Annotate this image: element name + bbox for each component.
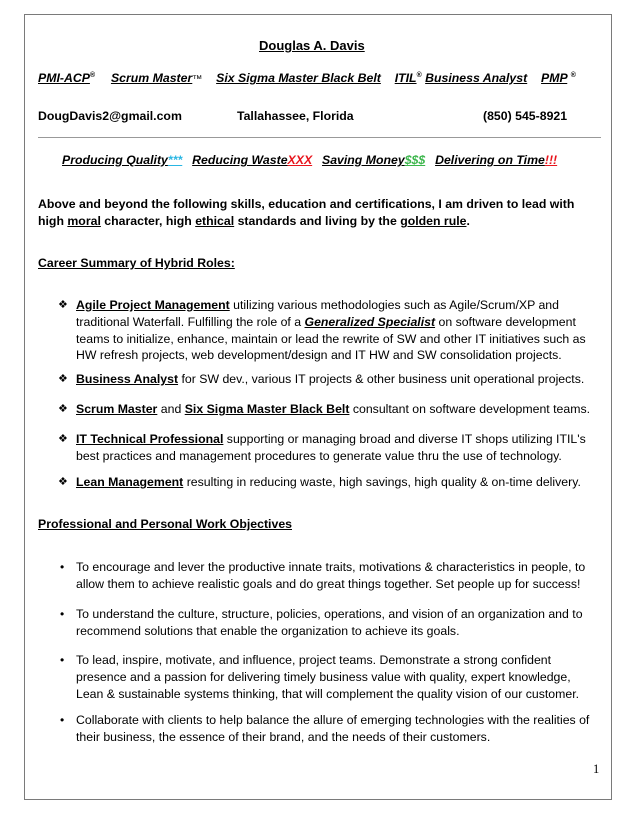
intro-text: standards and living by the [234, 214, 401, 228]
intro-text: high [38, 214, 68, 228]
objective-line: Collaborate with clients to help balance the allure of emerging technologies with the realities of [76, 713, 590, 727]
career-item-ba [76, 371, 606, 388]
intro-line-2 [38, 213, 598, 230]
intro-ethical: ethical [195, 214, 235, 228]
trademark-mark: ™ [192, 74, 203, 85]
bullet-dot-icon: • [60, 607, 65, 621]
objectives-heading: Professional and Personal Work Objectives [38, 517, 292, 531]
tagline-time-mark: !!! [544, 153, 558, 167]
cert-business-analyst: Business Analyst [425, 71, 528, 85]
cert-itil: ITIL [394, 71, 417, 85]
agile-text: on software development [435, 314, 576, 329]
intro-text: character, high [100, 214, 196, 228]
objective-line: To understand the culture, structure, policies, operations, and vision of an organization and to [76, 607, 583, 621]
phone: (850) 545-8921 [483, 109, 568, 123]
diamond-bullet-icon: ❖ [58, 299, 68, 311]
tagline-quality: Producing Quality [62, 153, 168, 167]
objective-item [76, 606, 606, 640]
registered-mark: ® [570, 72, 576, 79]
objective-line: recommend solutions that enable the organization to achieve its goals. [76, 623, 460, 638]
cert-pmi-acp: PMI-ACP [38, 71, 90, 85]
bullet-dot-icon: • [60, 713, 65, 727]
certifications-line [38, 71, 576, 85]
objective-line: Lean & sustainable systems thinking, that will complement the quality vision of our customer. [76, 686, 580, 701]
diamond-bullet-icon: ❖ [58, 403, 68, 415]
it-text: best practices and management procedures to generate value thru the use of technology. [76, 448, 562, 463]
ba-text: for SW dev., various IT projects & other business unit operational projects. [178, 372, 585, 386]
diamond-bullet-icon: ❖ [58, 373, 68, 385]
agile-text: traditional Waterfall. Fulfilling the role of a [76, 314, 305, 329]
cert-six-sigma: Six Sigma Master Black Belt [216, 71, 381, 85]
candidate-name: Douglas A. Davis [259, 38, 365, 53]
tagline-waste: Reducing Waste [192, 153, 288, 167]
objective-line: their business, the essence of their brand, and the needs of their customers. [76, 729, 491, 744]
scrum-text: and [157, 402, 185, 416]
objective-line: allow them to achieve realistic goals and do great things together. Set people up for success! [76, 576, 581, 591]
agile-text: HW refresh projects, web development/design and IT HW and SW consolidation projects. [76, 348, 562, 363]
ba-title: Business Analyst [76, 372, 179, 386]
intro-paragraph [38, 196, 598, 230]
diamond-bullet-icon: ❖ [58, 476, 68, 488]
tagline-money: Saving Money [322, 153, 405, 167]
objective-item [76, 652, 606, 702]
agile-title: Agile Project Management [76, 298, 230, 312]
diamond-bullet-icon: ❖ [58, 433, 68, 445]
registered-mark: ® [416, 72, 422, 79]
it-text: supporting or managing broad and diverse IT shops utilizing ITIL's [223, 432, 586, 446]
agile-text: teams to initialize, enhance, maintain or lead the rewrite of SW and other IT initiatives such as [76, 331, 586, 346]
career-item-scrum [76, 401, 606, 418]
tagline-time: Delivering on Time [435, 153, 545, 167]
bullet-dot-icon: • [60, 560, 65, 574]
tagline [62, 153, 557, 167]
lean-text: resulting in reducing waste, high savings, high quality & on-time delivery. [183, 475, 581, 489]
it-title: IT Technical Professional [76, 432, 224, 446]
tagline-waste-mark: XXX [287, 153, 313, 167]
generalized-specialist: Generalized Specialist [304, 314, 436, 329]
objective-item [76, 559, 606, 593]
scrum-title: Scrum Master [76, 402, 158, 416]
career-item-agile [76, 297, 606, 364]
agile-text: utilizing various methodologies such as Agile/Scrum/XP and [229, 298, 559, 312]
objective-item [76, 712, 606, 746]
objective-line: To encourage and lever the productive innate traits, motivations & characteristics in people, to [76, 560, 586, 574]
registered-mark: ® [89, 72, 96, 79]
career-summary-heading: Career Summary of Hybrid Roles: [38, 256, 235, 270]
intro-text: . [466, 214, 470, 228]
header-divider [38, 137, 601, 138]
six-sigma-title: Six Sigma Master Black Belt [184, 402, 350, 416]
bullet-dot-icon: • [60, 653, 65, 667]
objective-line: presence and a passion for delivering timely business value with quality, expert knowledge, [76, 669, 571, 684]
career-item-it [76, 431, 606, 465]
cert-pmp: PMP [541, 71, 568, 85]
tagline-money-mark: $$$ [404, 153, 426, 167]
intro-golden-rule: golden rule [400, 214, 467, 228]
cert-scrum-master: Scrum Master [110, 71, 193, 85]
tagline-quality-mark: *** [167, 153, 183, 167]
career-item-lean [76, 474, 606, 491]
lean-title: Lean Management [76, 475, 184, 489]
email: DougDavis2@gmail.com [38, 109, 182, 123]
scrum-text: consultant on software development teams. [349, 402, 591, 416]
location: Tallahassee, Florida [237, 109, 354, 123]
objective-line: To lead, inspire, motivate, and influence, project teams. Demonstrate a strong confident [76, 653, 552, 667]
intro-line-1: Above and beyond the following skills, education and certifications, I am driven to lead with [38, 197, 575, 211]
page-number: 1 [593, 762, 600, 776]
intro-moral: moral [67, 214, 101, 228]
